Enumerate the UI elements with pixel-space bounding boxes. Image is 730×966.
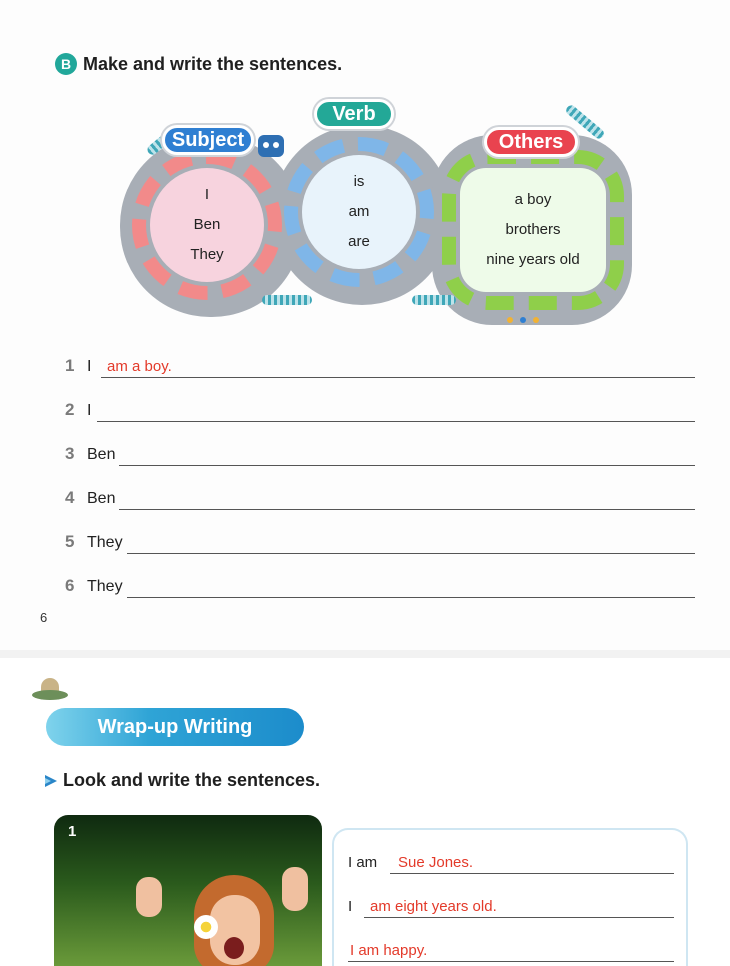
photo-flower [194,915,218,939]
exercise-number: 5 [65,532,75,551]
exercise-number: 2 [65,400,75,419]
written-answer: Sue Jones. [398,854,474,871]
writing-line[interactable] [348,961,674,962]
photo-number: 1 [68,823,77,840]
coil-connector [262,295,312,305]
word-machine-illustration [112,95,642,335]
writing-line[interactable] [119,465,695,466]
others-word: nine years old [486,251,580,268]
exercise-number: 3 [65,444,75,463]
writing-line[interactable] [119,509,695,510]
exercise-row [65,350,695,378]
indicator-dot [507,317,513,323]
writing-box [332,828,688,966]
section-badge: B [55,53,77,75]
others-word: brothers [505,221,561,238]
exercise-row [65,394,695,422]
writing-line[interactable] [364,917,674,918]
writing-row [348,848,674,874]
written-answer: I am happy. [350,942,428,959]
coil-connector [412,295,456,305]
ufo-icon [32,678,68,704]
subject-word: Ben [193,216,221,233]
subject-word: I [204,186,210,203]
photo-mouth [224,937,244,959]
writing-line[interactable] [390,873,674,874]
subject-word: They [190,246,224,263]
sentence-start: They [87,578,123,595]
girl-thumbs-up-photo [54,815,322,966]
writing-line[interactable] [97,421,695,422]
instruction-title: Look and write the sentences. [63,770,321,790]
indicator-dot [520,317,526,323]
written-answer: am a boy. [107,358,172,375]
section-title: Make and write the sentences. [83,53,343,74]
wrap-up-banner: Wrap-up Writing [46,708,304,746]
exercise-row [65,570,695,598]
verb-word: am [348,203,370,220]
robot-icon [258,135,284,157]
sentence-start: I [87,358,92,375]
others-words [460,168,606,292]
triangle-bullet-icon [44,774,58,788]
others-word: a boy [514,191,552,208]
sentence-start: They [87,534,123,551]
others-label: Others [484,127,578,157]
page-number: 6 [40,610,48,625]
verb-word: is [353,173,365,190]
exercise-number: 4 [65,488,75,507]
section-b-heading [55,53,342,75]
indicator-dot [533,317,539,323]
exercise-row [65,438,695,466]
exercise-row [65,482,695,510]
verb-word: are [348,233,370,250]
photo-thumb [282,867,308,911]
verb-words [302,155,416,269]
page-divider [0,650,730,658]
verb-label: Verb [314,99,394,129]
look-and-write-heading [44,770,320,791]
written-answer: am eight years old. [370,898,497,915]
writing-line[interactable] [101,377,695,378]
subject-words [150,168,264,282]
exercise-number: 6 [65,576,75,595]
sentence-start: Ben [87,446,116,463]
exercise-number: 1 [65,356,75,375]
writing-line[interactable] [127,597,695,598]
sentence-start: I [87,402,92,419]
writing-row [348,936,674,962]
writing-line[interactable] [127,553,695,554]
sentence-start: I am [348,854,378,871]
writing-row [348,892,674,918]
exercise-row [65,526,695,554]
sentence-start: Ben [87,490,116,507]
sentence-start: I [348,898,353,915]
photo-thumb [136,877,162,917]
subject-label: Subject [162,125,254,155]
